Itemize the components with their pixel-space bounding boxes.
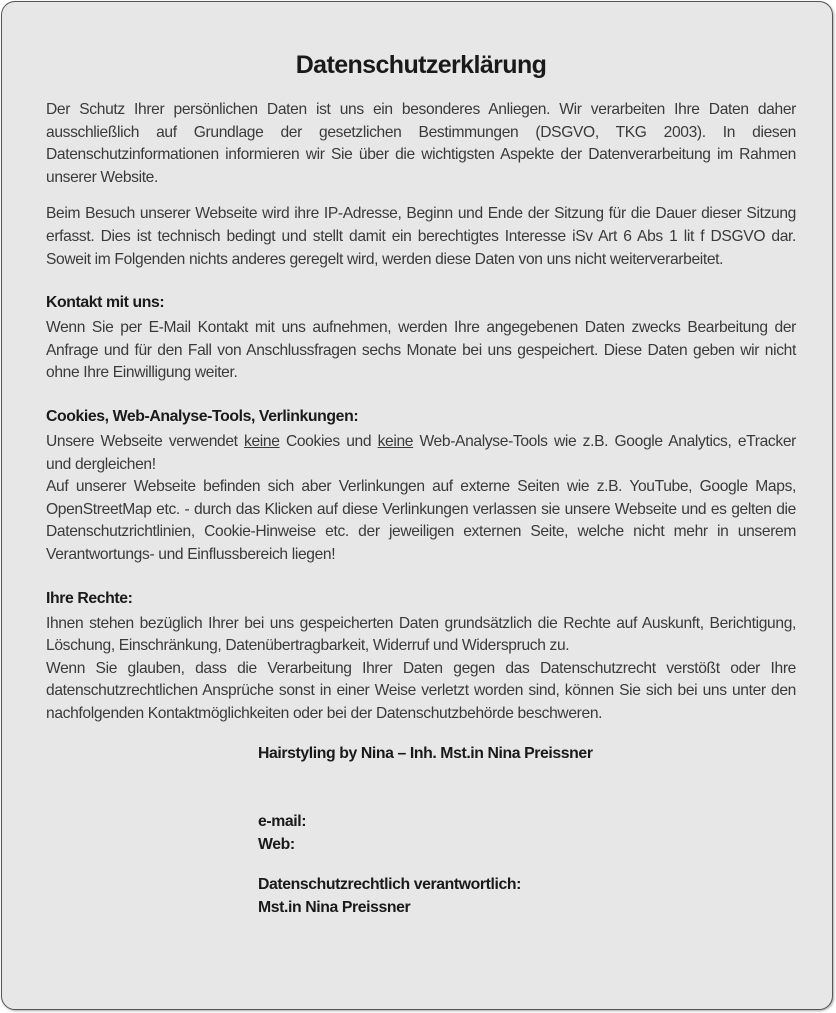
web-label: Web: <box>258 835 295 853</box>
privacy-content <box>46 48 796 919</box>
cookies-text-part-3: Web-Analyse-Tools wie z.B. Google Analytics, eTracker und dergleichen! <box>46 432 796 473</box>
cookies-heading: Cookies, Web-Analyse-Tools, Verlinkungen: <box>46 407 359 425</box>
cookies-text-part-2: Cookies und <box>279 432 378 450</box>
cookies-emphasis-keine-2: keine <box>377 432 414 450</box>
rechte-heading: Ihre Rechte: <box>46 589 133 607</box>
business-name: Hairstyling by Nina – Inh. Mst.in Nina Preissner <box>258 745 593 763</box>
rechte-paragraph-2: Wenn Sie glauben, dass die Verarbeitung Ihrer Daten gegen das Datenschutzrecht verstößt oder Ihre datenschutzrechtlichen Ansprüche sonst in einer Weise verletzt worden sind, können Sie sich bei uns unter den nachfolgenden Kontaktmöglichkeiten oder bei der Datenschutzbehörde beschweren. <box>46 659 796 722</box>
intro-paragraph-1: Der Schutz Ihrer persönlichen Daten ist uns ein besonderes Anliegen. Wir verarbeiten Ihre Daten daher ausschließlich auf Grundlage der gesetzlichen Bestimmungen (DSGVO, TKG 2003). In diesen Datenschutzinformationen informieren wir Sie über die wichtigsten Aspekte der Datenverarbeitung im Rahmen unserer Website. <box>46 101 796 186</box>
kontakt-text: Wenn Sie per E-Mail Kontakt mit uns aufnehmen, werden Ihre angegebenen Daten zwecks Bearbeitung der Anfrage und für den Fall von Anschlussfragen sechs Monate bei uns gespeichert. Diese Daten geben wir nicht ohne Ihre Einwilligung weiter. <box>46 319 796 382</box>
intro-paragraph-2: Beim Besuch unserer Webseite wird ihre IP-Adresse, Beginn und Ende der Sitzung für die Dauer dieser Sitzung erfasst. Dies ist technisch bedingt und stellt damit ein berechtigtes Interesse iSv Art 6 Abs 1 lit f DSGVO dar. Soweit im Folgenden nichts anderes geregelt wird, werden diese Daten von uns nicht weiterverarbeitet. <box>46 205 796 268</box>
privacy-card <box>1 1 833 1010</box>
page-title: Datenschutzerklärung <box>295 51 547 79</box>
email-label: e-mail: <box>258 813 307 831</box>
kontakt-heading: Kontakt mit uns: <box>46 294 165 312</box>
cookies-paragraph-2: Auf unserer Webseite befinden sich aber Verlinkungen auf externe Seiten wie z.B. YouTube, Google Maps, OpenStreetMap etc. - durch das Klicken auf diese Verlinkungen verlassen sie unsere Webseite und es gelten die Datenschutzrichtlinien, Cookie-Hinweise etc. der jeweiligen externen Seite, welche nicht mehr in unserem Verantwortungs- und Einflussbereich liegen! <box>46 478 796 563</box>
cookies-text-part-1: Unsere Webseite verwendet <box>46 432 245 450</box>
responsible-label: Datenschutzrechtlich verantwortlich: <box>258 876 521 894</box>
rechte-paragraph-1: Ihnen stehen bezüglich Ihrer bei uns gespeicherten Daten grundsätzlich die Rechte auf Auskunft, Berichtigung, Löschung, Einschränkung, Datenübertragbarkeit, Widerruf und Widerspruch zu. <box>46 614 796 655</box>
cookies-paragraph-1 <box>46 431 796 476</box>
responsible-name: Mst.in Nina Preissner <box>258 898 411 916</box>
contact-block <box>258 743 796 919</box>
cookies-emphasis-keine-1: keine <box>244 432 280 450</box>
